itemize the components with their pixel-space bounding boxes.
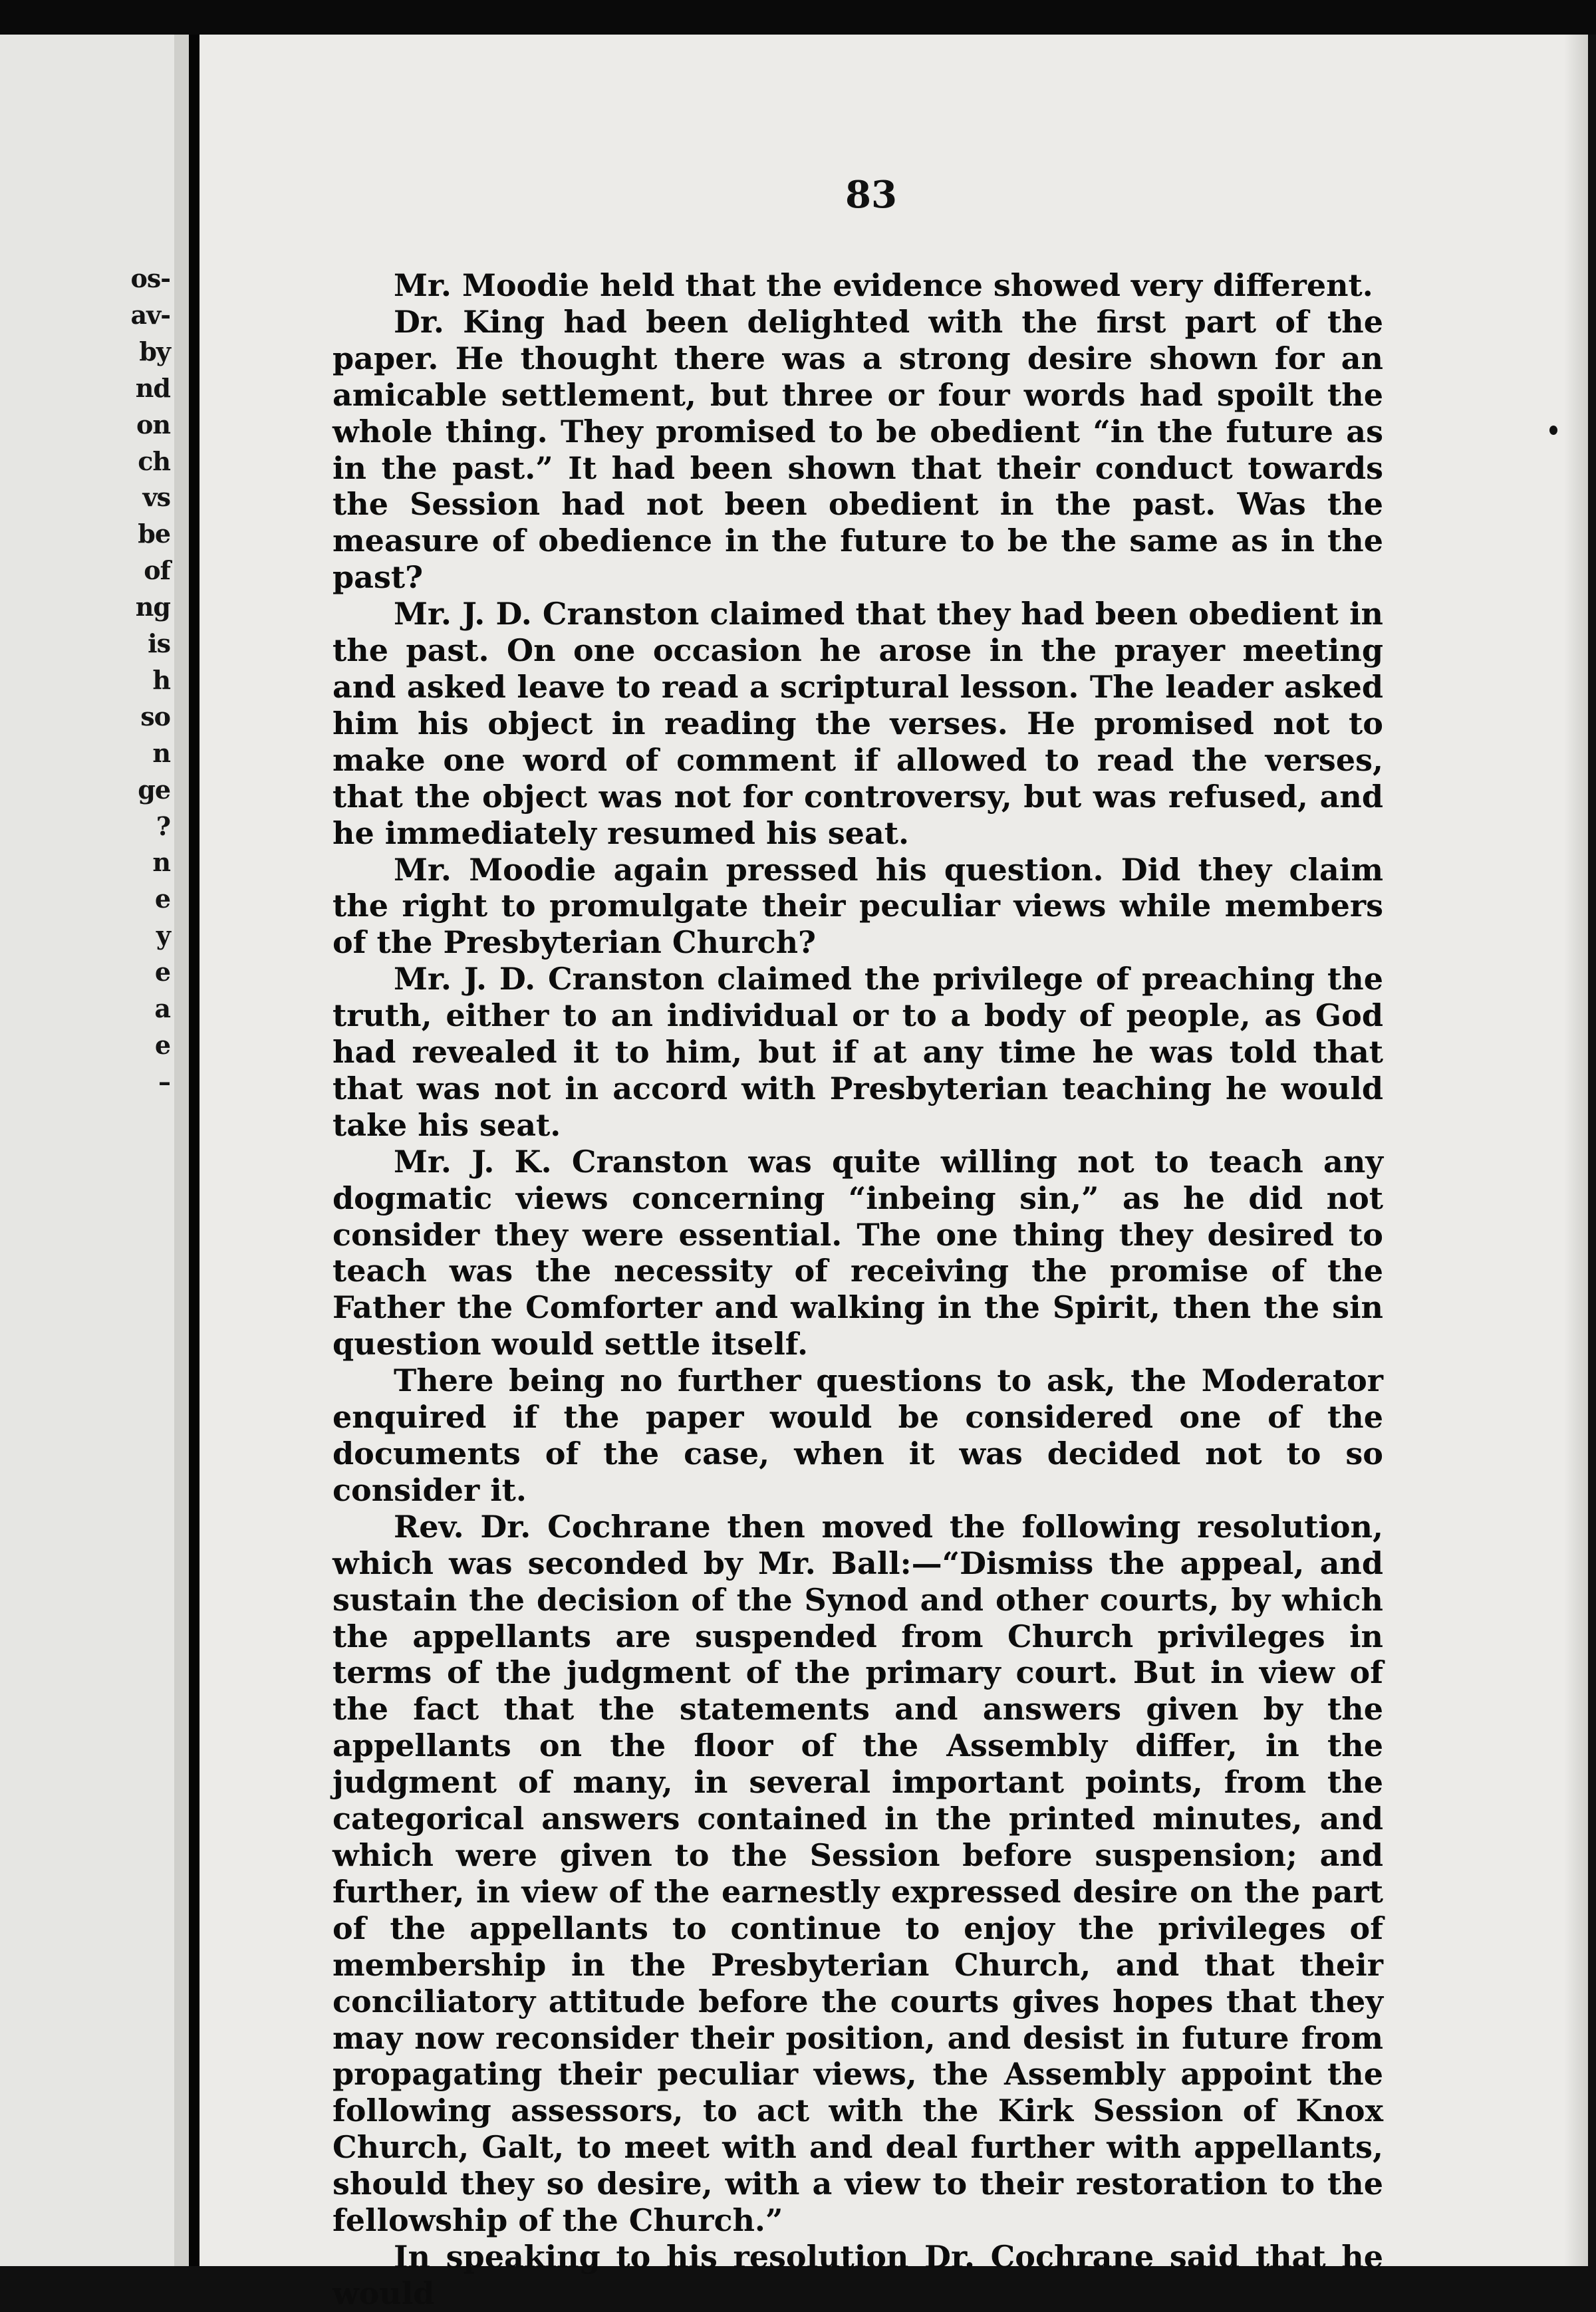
paragraph: Mr. J. D. Cranston claimed the privilege of preaching the truth, either to an individual or to a body of people, as God had revealed it to him, but if at any time he was told that that was not in accord with Presbyterian teaching he would take his seat. — [332, 961, 1383, 1143]
facing-page-fragment: e — [154, 1029, 170, 1060]
facing-page-fragment: on — [136, 409, 170, 440]
facing-page-fragment: n — [152, 847, 170, 878]
body-text — [332, 267, 1383, 2312]
paragraph: Rev. Dr. Cochrane then moved the following resolution, which was seconded by Mr. Ball:—“Dismiss the appeal, and sustain the decision of the Synod and other courts, by which the appellants are suspended from Church privileges in terms of the judgment of the primary court. But in view of the fact that the statements and answers given by the appellants on the floor of the Assembly differ, in the judgment of many, in several important points, from the categorical answers contained in the printed minutes, and which were given to the Session before suspension; and further, in view of the earnestly expressed desire on the part of the appellants to continue to enjoy the privileges of membership in the Presbyterian Church, and that their conciliatory attitude before the courts gives hopes that they may now reconsider their position, and desist in future from propagating their peculiar views, the Assembly appoint the following assessors, to act with the Kirk Session of Knox Church, Galt, to meet with and deal further with appellants, should they so desire, with a view to their restoration to the fellowship of the Church.” — [332, 1508, 1383, 2239]
facing-page-fragment: be — [138, 519, 170, 549]
facing-page-fragment: y — [156, 920, 170, 951]
paragraph: Mr. J. D. Cranston claimed that they had been obedient in the past. On one occasion he arose in the prayer meeting and asked leave to read a scriptural lesson. The leader asked him his object in reading the verses. He promised not to make one word of comment if allowed to read the verses, that the object was not for controversy, but was refused, and he immediately resumed his seat. — [332, 596, 1383, 851]
facing-page-fragment: nd — [135, 372, 170, 403]
facing-page-fragment: e — [154, 884, 170, 914]
facing-page-fragment: n — [152, 737, 170, 768]
page-edge-shadow — [1564, 35, 1588, 2266]
page-gutter — [174, 35, 189, 2266]
facing-page-fragment: vs — [142, 482, 170, 513]
binding-shadow — [189, 35, 200, 2266]
facing-page-fragment: e — [154, 957, 170, 987]
facing-page-edge — [0, 35, 174, 2266]
facing-page-fragment: h — [152, 664, 170, 695]
facing-page-fragment: a — [154, 993, 170, 1023]
facing-page-fragment: so — [140, 701, 170, 731]
facing-page-fragment: ng — [135, 592, 170, 622]
facing-page-fragment: by — [139, 336, 170, 366]
paragraph: Mr. Moodie held that the evidence showed very different. — [394, 267, 1373, 303]
paragraph: Dr. King had been delighted with the first part of the paper. He thought there was a strong desire shown for an amicable settlement, but three or four words had spoilt the whole thing. They promised to be obedient “in the future as in the past.” It had been shown that their conduct towards the Session had not been obedient in the past. Was the measure of obedience in the future to be the same as in the past? — [332, 303, 1383, 596]
facing-page-fragment: is — [148, 628, 170, 658]
paragraph: There being no further questions to ask, the Moderator enquired if the paper would be considered one of the documents of the case, when it was decided not to so consider it. — [332, 1362, 1383, 1508]
scan-top-border — [0, 0, 1596, 35]
facing-page-fragment: av- — [130, 299, 170, 330]
page-number: 83 — [845, 173, 897, 217]
paragraph: In speaking to his resolution Dr. Cochrane said that he would — [332, 2238, 1383, 2311]
facing-page-fragment: – — [158, 1066, 170, 1096]
facing-page-fragment: ge — [138, 774, 170, 805]
paragraph: Mr. J. K. Cranston was quite willing not to teach any dogmatic views concerning “inbeing sin,” as he did not consider they were essential. The one thing they desired to teach was the necessity of receiving the promise of the Father the Comforter and walking in the Spirit, then the sin question would settle itself. — [332, 1143, 1383, 1362]
facing-page-fragment: ? — [156, 811, 170, 841]
facing-page-fragment: of — [144, 555, 170, 586]
ink-speck — [1549, 426, 1557, 435]
facing-page-fragment: ch — [138, 446, 170, 476]
facing-page-fragment: os- — [130, 263, 170, 293]
paragraph: Mr. Moodie again pressed his question. Did they claim the right to promulgate their peculiar views while members of the Presbyterian Church? — [332, 851, 1383, 961]
